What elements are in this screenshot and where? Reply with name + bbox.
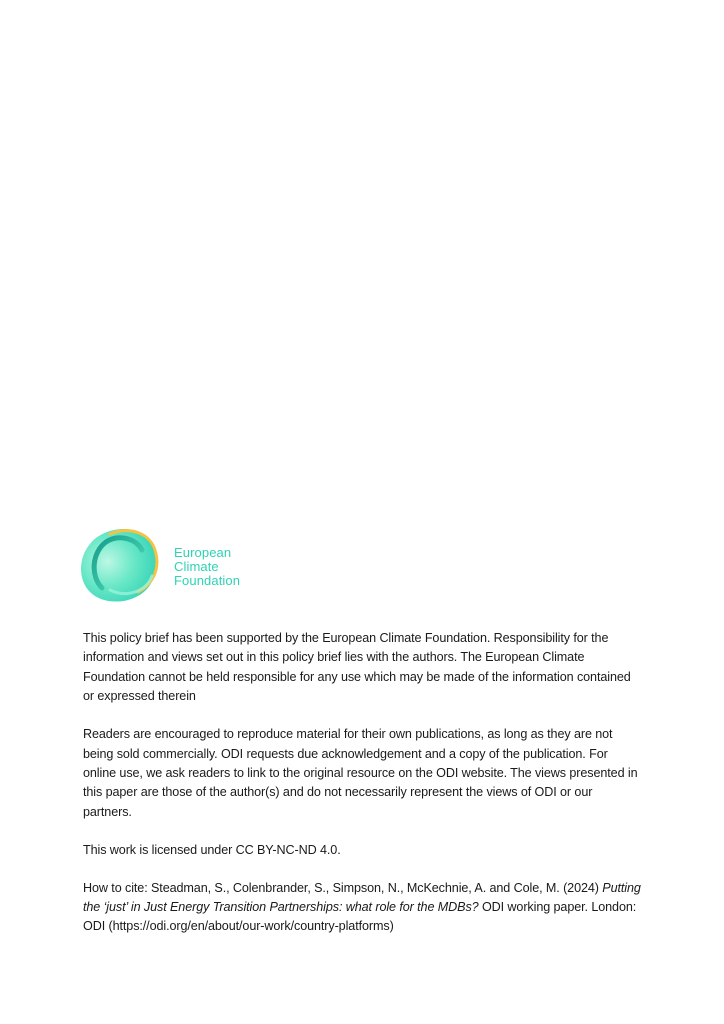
ecf-logo-mark-icon [80,524,162,606]
logo-line-1: European [174,545,232,560]
citation-title: Putting the ‘just’ in Just Energy Transition Partnerships: what role for the MDBs? [83,880,641,914]
notice-text [83,629,643,955]
citation-suffix: ODI working paper. London: ODI (https://odi.org/en/about/our-work/country-platforms) [83,899,637,934]
logo-wordmark [174,546,240,588]
ecf-logo [80,524,260,606]
logo-line-2: Climate [174,559,219,574]
logo-line-3: Foundation [174,573,241,588]
readers-paragraph: Readers are encouraged to reproduce material for their own publications, as long as they are not being sold commercially. ODI requests due acknowledgement and a copy of the publication. For online use, we ask readers to link to the original resource on the ODI website. The views presented in this paper are those of the author(s) and do not necessarily represent the views of ODI or our partners. [83,727,638,819]
citation-prefix: How to cite: Steadman, S., Colenbrander, S., Simpson, N., McKechnie, A. and Cole, M. (2024) [83,880,603,895]
citation-paragraph [83,879,643,937]
license-paragraph: This work is licensed under CC BY-NC-ND 4.0. [83,842,341,857]
support-paragraph: This policy brief has been supported by the European Climate Foundation. Responsibility for the information and views set out in this policy brief lies with the authors. The European Climate Foundation cannot be held responsible for any use which may be made of the information contained or expressed therein [83,631,631,704]
